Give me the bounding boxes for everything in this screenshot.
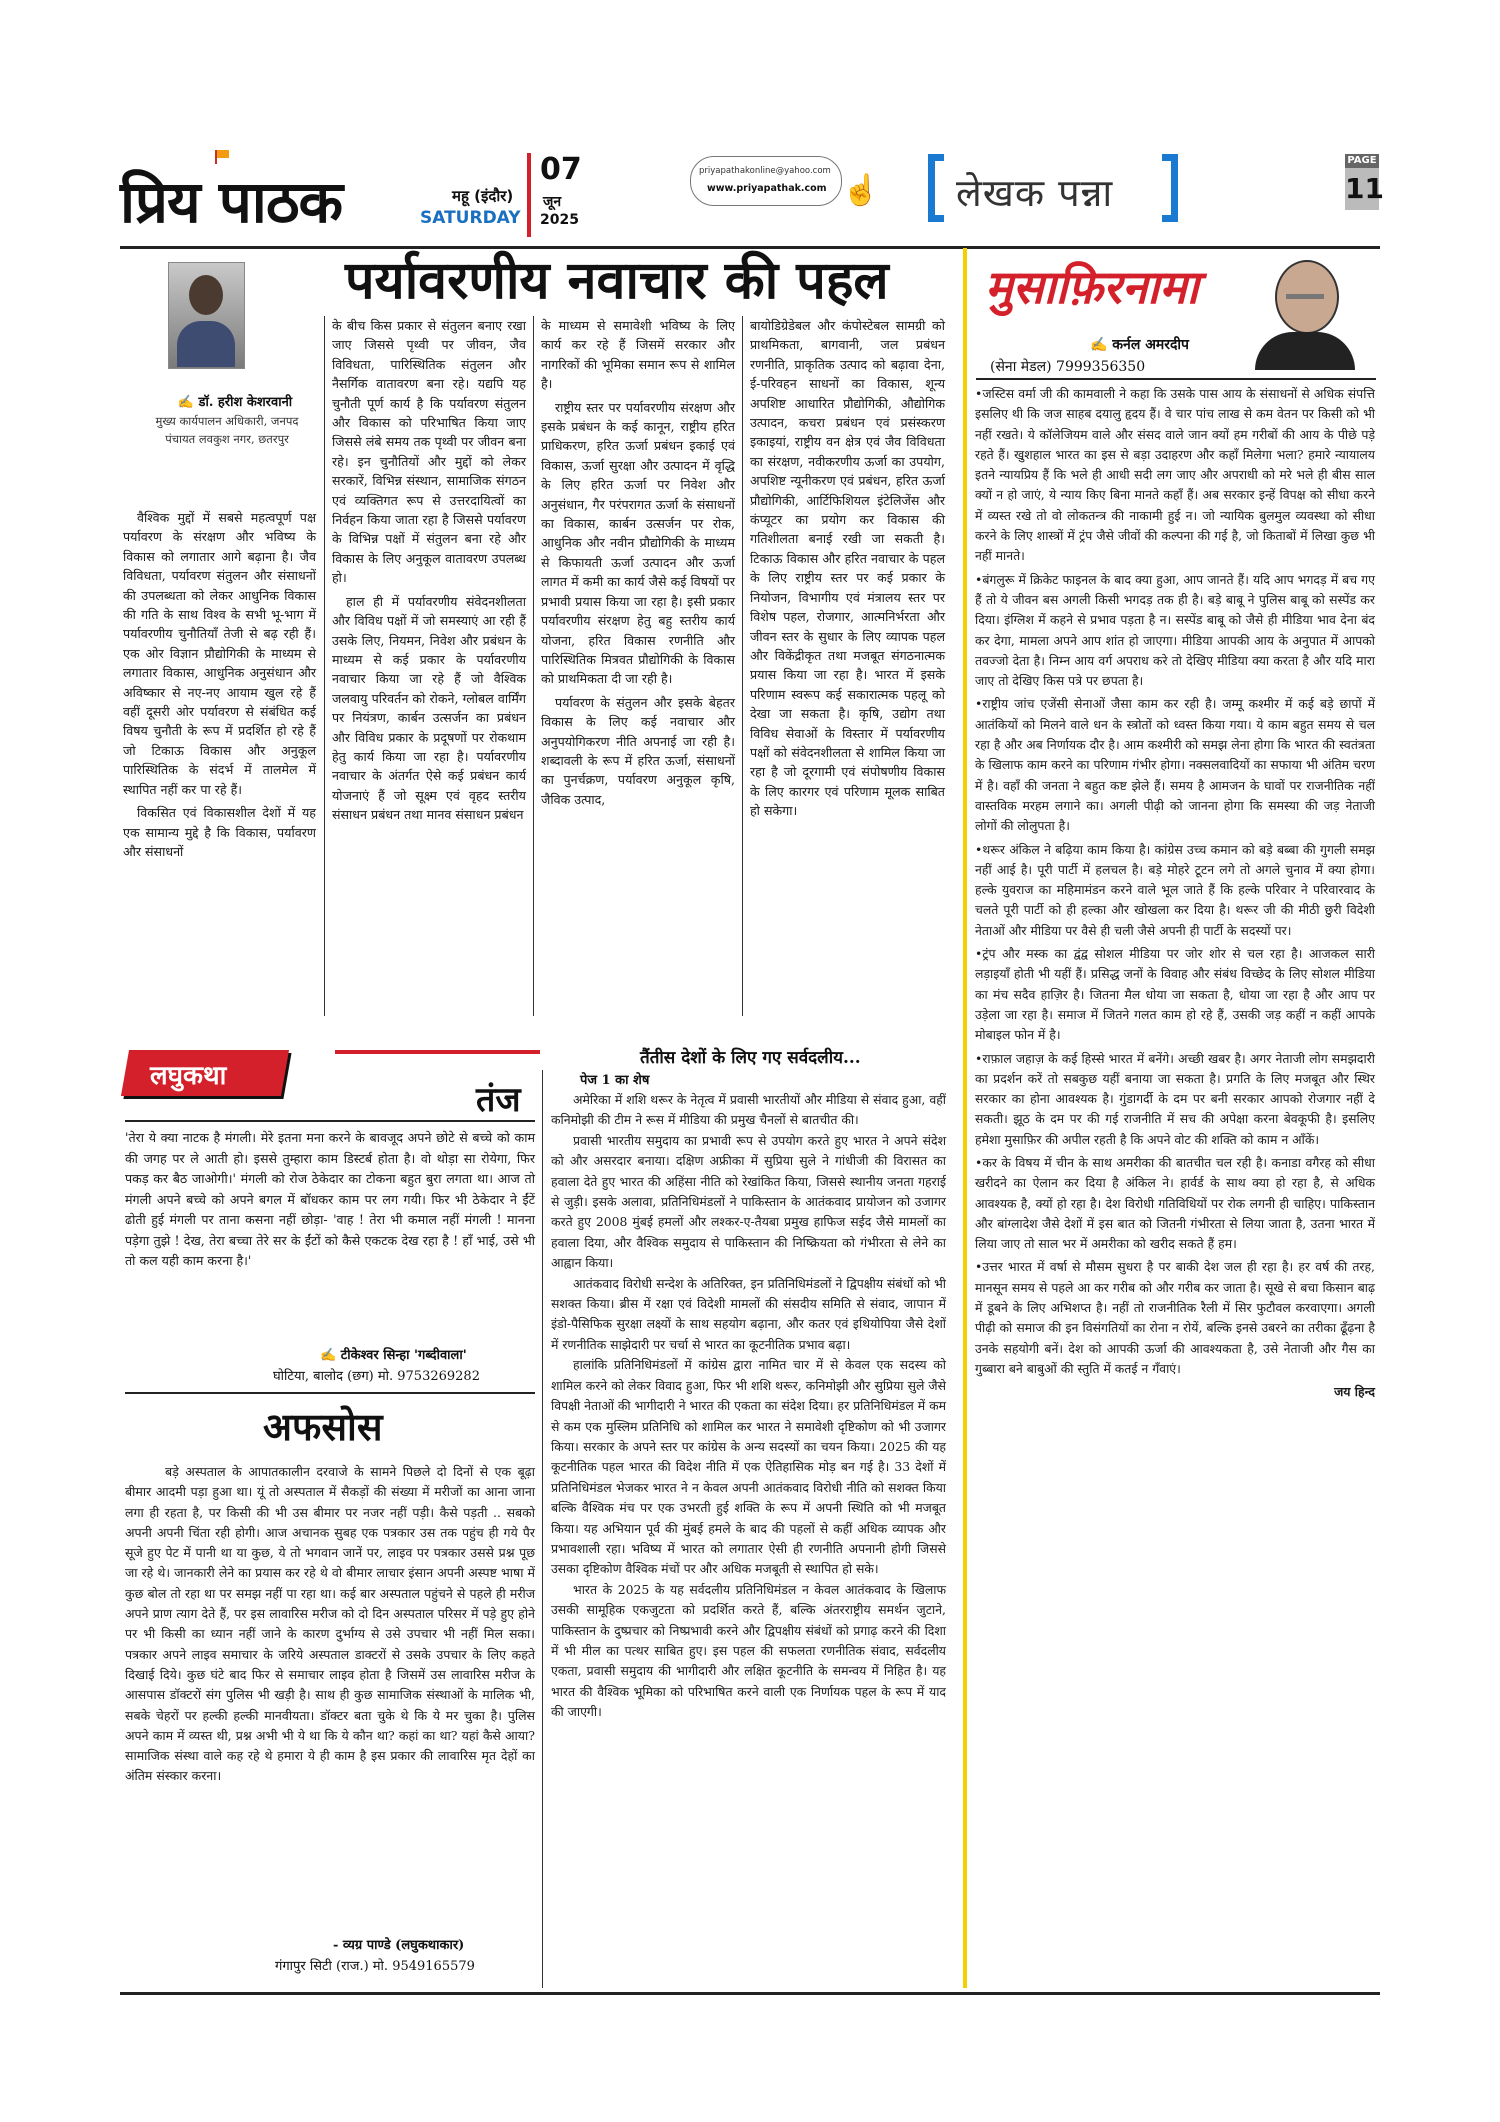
- lead-col-3: [541, 316, 735, 809]
- paragraph: प्रवासी भारतीय समुदाय का प्रभावी रूप से उपयोग करते हुए भारत ने अपने संदेश को और असरदार बनाया। दक्षिण अफ्रीका में सुप्रिया सुले ने गांधीजी की विरासत का हवाला देते हुए भारत की अहिंसा नीति को रेखांकित किया, जिससे स्थानीय जनता गहराई से जुड़ी। इसके अलावा, प्रतिनिधिमंडलों ने पाकिस्तान के आतंकवाद प्रायोजन को उजागर करते हुए 2008 मुंबई हमलों और लश्कर-ए-तैयबा प्रमुख हाफिज सईद जैसे मामलों का हवाला दिया, और वैश्विक समुदाय से पाकिस्तान की निष्क्रियता को गंभीरता से लेने का आह्वान किया।: [551, 1132, 946, 1271]
- list-item: • थरूर अंकिल ने बढ़िया काम किया है। कांग्रेस उच्च कमान को बड़े बब्बा की गुगली समझ नहीं आई है। पूरी पार्टी में हलचल है। बड़े मोहरे टूटन लगे तो अगले चुनाव में क्या होगा। हल्के युवराज का महिमामंडन करने वाले भूल जाते हैं कि हल्के परिवार ने परिवारवाद के चलते पूरी पार्टी को ही हल्का और खोखला कर दिया है। थरूर जी की मीठी छुरी विदेशी नेताओं और मीडिया पर वैसे ही चली जैसे अपनी ही पार्टी के सदस्यों पर।: [975, 840, 1375, 941]
- signoff: जय हिन्द: [1334, 1384, 1375, 1400]
- page-number: 11: [1345, 168, 1379, 210]
- newspaper-logo: प्रिय पाठक: [120, 168, 343, 236]
- paragraph: अमेरिका में शशि थरूर के नेतृत्व में प्रवासी भारतीयों और मीडिया से संवाद हुआ, वहीं कनिमोझी की टीम ने रूस में मीडिया की प्रमुख चैनलों से बातचीत की।: [551, 1092, 946, 1128]
- paragraph: हालांकि प्रतिनिधिमंडलों में कांग्रेस द्वारा नामित चार में से केवल एक सदस्य को शामिल करने को लेकर विवाद हुआ, फिर भी शशि थरूर, कनिमोझी और सुप्रिया सुले जैसे विपक्षी नेताओं की भागीदारी ने भारत की एकता का संदेश दिया। हर प्रतिनिधिमंडल में कम से कम एक मुस्लिम प्रतिनिधि को शामिल कर भारत ने समावेशी दृष्टिकोण को भी उजागर किया। सरकार के अपने स्तर पर कांग्रेस के अन्य सदस्यों का चयन किया। 2025 की यह कूटनीतिक पहल भारत की विदेश नीति में एक ऐतिहासिक मोड़ बन गई है। 33 देशों में प्रतिनिधिमंडल भेजकर भारत ने न केवल अपनी आतंकवाद विरोधी नीति को सशक्त किया बल्कि वैश्विक मंच पर एक उभरती हुई शक्ति के रूप में अपनी स्थिति को भी मजबूत किया। यह अभियान पूर्व की मुंबई हमले के बाद की पहलों से कहीं अधिक व्यापक और प्रभावशाली रहा। भविष्य में भारत को लगातार ऐसी ही रणनीति अपनानी होगी जिससे उसका दृष्टिकोण वैश्विक मंचों पर और अधिक मजबूती से स्थापित हो सके।: [551, 1357, 947, 1577]
- afsos-author: - व्यग्र पाण्डे (लघुकथाकार): [333, 1938, 465, 1953]
- list-item: • कर के विषय में चीन के साथ अमरीका की बातचीत चल रही है। कनाडा वगैरह को सीधा खरीदने का ऐलान कर दिया है अंकिल ने। हार्वर्ड के साथ क्या हो रहा है, से अधिक आवश्यक है, क्यों हो रहा है। देश विरोधी गतिविधियों पर रोक लगनी ही चाहिए। पाकिस्तान और बांग्लादेश जैसे देशों में इस बात को जितनी गंभीरता से लिया जाता है, उतना भारत में लिया जाए तो साल भर में अमरीका को खरीद सकते हैं हम।: [975, 1153, 1375, 1254]
- paragraph: आतंकवाद विरोधी सन्देश के अतिरिक्त, इन प्रतिनिधिमंडलों ने द्विपक्षीय संबंधों को भी सशक्त किया। ब्रीस में रक्षा एवं विदेशी मामलों की संसदीय समिति से संवाद, जापान में इंडो-पैसिफिक सुरक्षा लक्ष्यों के साथ सहयोग बढ़ाना, और कतर एवं इथियोपिया जैसे देशों में रणनीतिक साझेदारी पर चर्चा से भारत का कूटनीतिक प्रभाव बढ़ा।: [551, 1275, 946, 1352]
- section-rule: [125, 1392, 535, 1394]
- logo-flag-icon: [215, 150, 235, 164]
- pointer-hand-icon: ☝: [842, 173, 880, 208]
- tanj-author: ✍ टीकेश्वर सिन्हा 'गब्दीवाला': [320, 1348, 467, 1363]
- paragraph: भारत के 2025 के यह सर्वदलीय प्रतिनिधिमंडल न केवल आतंकवाद के खिलाफ उसकी सामूहिक एकजुटता को प्रदर्शित करते हैं, बल्कि अंतरराष्ट्रीय समर्थन जुटाने, पाकिस्तान के दुष्प्रचार को निष्प्रभावी करने और द्विपक्षीय संबंधों को प्रगाढ़ करने की दिशा में भी मील का पत्थर साबित हुए। इस पहल की सफलता रणनीतिक संवाद, सर्वदलीय एकता, प्रवासी समुदाय की भागीदारी और लक्षित कूटनीति के समन्वय में निहित है। यह भारत की वैश्विक भूमिका को परिभाषित करने वाली एक निर्णायक पहल के रूप में याद की जाएगी।: [551, 1581, 946, 1720]
- column-rule: [324, 316, 325, 1016]
- paragraph: के माध्यम से समावेशी भविष्य के लिए कार्य कर रहे हैं जिसमें सरकार और नागरिकों की भूमिका समान रूप से शामिल है।: [541, 318, 735, 392]
- page-label: PAGE: [1345, 154, 1379, 168]
- lead-headline: पर्यावरणीय नवाचार की पहल: [345, 250, 889, 311]
- date-day: 07: [540, 152, 582, 187]
- date-divider: [527, 153, 531, 237]
- column-rule: [533, 316, 534, 1016]
- paragraph: वैश्विक मुद्दों में सबसे महत्वपूर्ण पक्ष पर्यावरण के संरक्षण और भविष्य के विकास को लगातार आगे बढ़ाना है। जैव विविधता, पर्यावरण संतुलन और संसाधनों की उपलब्धता को लेकर आधुनिक विकास की गति के साथ विश्व के सभी भू-भाग में पर्यावरणीय चुनौतियाँ तेजी से बढ़ रही हैं। एक ओर विज्ञान प्रौद्योगिकी के माध्यम से लगातार विकास, आधुनिक अनुसंधान और अविष्कार से नए-नए आयाम खुल रहे हैं वहीं दूसरी ओर पर्यावरण से संबंधित कई विषय चुनौती के रूप में प्रदर्शित हो रहे हैं जो टिकाऊ विकास और अनुकूल पारिस्थितिक के संदर्भ में तालमेल में स्थापित नहीं कर पा रहे हैं।: [123, 510, 316, 797]
- paragraph: बायोडिग्रेडेबल और कंपोस्टेबल सामग्री को प्राथमिकता, बागवानी, जल प्रबंधन रणनीति, प्राकृतिक उत्पाद को बढ़ावा देना, ई-परिवहन साधनों का विकास, शून्य अपशिष्ट आधारित प्रौद्योगिकी, औद्योगिक उत्पादन, कचरा प्रबंधन एवं प्रसंस्करण इकाइयां, राष्ट्रीय वन क्षेत्र एवं जैव विविधता का संरक्षण, नवीकरणीय ऊर्जा का उपयोग, अपशिष्ट न्यूनीकरण एवं प्रबंधन, हरित ऊर्जा प्रौद्योगिकी, आर्टिफिशियल इंटेलिजेंस और कंप्यूटर का प्रयोग कर विकास की गतिशीलता बनाई रखी जा सकती है। टिकाऊ विकास और हरित नवाचार के पहल के लिए राष्ट्रीय स्तर पर कई प्रकार के नियोजन, विभागीय एवं मंत्रालय स्तर पर विशेष पहल, रोजगार, आत्मनिर्भरता और जीवन स्तर के सुधार के लिए व्यापक पहल और विकेंद्रीकृत तथा मजबूत संगठनात्मक प्रयास किया जा रहा है। भारत में इसके परिणाम स्वरूप कई सकारात्मक पहलू को देखा जा सकता है। कृषि, उद्योग तथा विविध सेवाओं के विस्तार में पर्यावरणीय पक्षों को संवेदनशीलता से शामिल किया जा रहा है जो दूरगामी एवं संपोषणीय विकास के लिए कारगर एवं परिणाम मूलक साबित हो सकेगा।: [750, 318, 945, 819]
- lead-col-2: [332, 316, 526, 825]
- red-divider: [335, 1050, 540, 1054]
- date-year: 2025: [540, 212, 579, 228]
- list-item: • उत्तर भारत में वर्षा से मौसम सुधरा है पर बाकी देश जल ही रहा है। हर वर्ष की तरह, मानसून समय से पहले आ कर गरीब को और गरीब कर जाता है। सूखे से बचा किसान बाढ़ में डूबने के लिए अभिशप्त है। नहीं तो राजनीतिक रैली में सिर फुटौवल करवाएगा। अगली पीढ़ी को समाज की इन विसंगतियों का रोना न रोयें, बल्कि इनसे उबरने का तरीका ढूँढ़ना है उनके सहयोगी बनें। देश को आपकी ऊर्जा की आवश्यकता है, उसे नेताजी और गैस का गुब्बारा बने बाबुओं की स्तुति में कतई न गँवाएं।: [975, 1257, 1375, 1379]
- continued-headline: तैंतीस देशों के लिए गए सर्वदलीय...: [640, 1048, 861, 1068]
- list-item: • राष्ट्रीय जांच एजेंसी सेनाओं जैसा काम कर रही है। जम्मू कश्मीर में कई बड़े छापों में आतंकियों को मिलने वाले धन के स्त्रोतों को ध्वस्त किया गया। ये काम बहुत समय से चल रहा है और अब निर्णायक दौर है। आम कश्मीरी को समझ लेना होगा कि भारत की स्वतंत्रता के खिलाफ काम करने का परिणाम गंभीर होगा। नक्सलवादियों का सफाया भी अंतिम चरण में है। वहाँ की जनता ने बहुत कष्ट झेले हैं। समय है आमजन के घावों पर राजनीतिक नहीं वास्तविक मरहम लगाने का। अगली पीढ़ी को जानना होगा कि समस्या की जड़ नेताजी लोगों की लोलुपता है।: [975, 694, 1375, 836]
- musafir-author-sub: (सेना मेडल) 7999356350: [990, 359, 1146, 375]
- tanj-rule: [125, 1120, 535, 1122]
- masthead: [120, 148, 1384, 248]
- edition-city: महू (इंदौर): [452, 187, 514, 205]
- date-month: जून: [543, 194, 562, 210]
- contact-box: [690, 156, 842, 206]
- continued-body: [551, 1090, 946, 1723]
- paragraph: पर्यावरण के संतुलन और इसके बेहतर विकास के लिए कई नवाचार और अनुपयोगिकरण नीति अपनाई जा रही है। शब्दावली के रूप में हरित ऊर्जा, संसाधनों का पुनर्चक्रण, पर्यावरण अनुकूल कृषि, जैविक उत्पाद,: [541, 694, 735, 807]
- laghukatha-label: लघुकथा: [150, 1061, 227, 1091]
- contact-website[interactable]: www.priyapathak.com: [707, 183, 827, 194]
- tanj-address: घोटिया, बालोद (छग) मो. 9753269282: [273, 1369, 480, 1384]
- section-title: लेखक पन्ना: [956, 171, 1114, 215]
- paragraph: राष्ट्रीय स्तर पर पर्यावरणीय संरक्षण और इसके प्रबंधन के कई कानून, राष्ट्रीय हरित प्राधिकरण, हरित ऊर्जा प्रबंधन इकाई एवं विकास, ऊर्जा सुरक्षा और उत्पादन में वृद्धि के लिए हरित ऊर्जा पर निवेश और अनुसंधान, गैर परंपरागत ऊर्जा के संसाधनों का विकास, कार्बन उत्सर्जन पर रोक, आधुनिक और नवीन प्रौद्योगिकी के माध्यम से किफायती ऊर्जा उत्पादन और ऊर्जा लागत में कमी का कार्य जैसे कई विषयों पर प्रभावी प्रयास किया जा रहा है। इसी प्रकार पर्यावरणीय संरक्षण हेतु बहु स्तरीय कार्य योजना, हरित विकास रणनीति और पारिस्थितिक मित्रवत प्रौद्योगिकी के विकास को प्राथमिकता दी जा रही है।: [541, 399, 735, 687]
- yellow-divider: [963, 248, 967, 1988]
- section-banner: [928, 154, 1178, 224]
- afsos-address: गंगापुर सिटी (राज.) मो. 9549165579: [275, 1959, 475, 1974]
- page-badge: [1345, 154, 1384, 210]
- list-item: • ट्रंप और मस्क का द्वंद्व सोशल मीडिया पर जोर शोर से चल रहा है। आजकल सारी लड़ाइयाँ होती भी यहीं हैं। प्रसिद्ध जनों के विवाह और संबंध विच्छेद के लिए सोशल मीडिया का मंच सदैव हाज़िर है। जितना मैल धोया जा सकता है, धोया जा रहा है और आप पर उड़ेला जा रहा है। समाज में जितने गलत काम हो रहे हैं, उसकी जड़ कहीं न कहीं आपके मोबाइल फोन में है।: [975, 944, 1375, 1045]
- musafirnama-title: मुसाफ़िरनामा: [985, 260, 1199, 314]
- continued-jump: पेज 1 का शेष: [580, 1073, 650, 1088]
- column-rule: [542, 1070, 543, 1988]
- contact-email[interactable]: priyapathakonline@yahoo.com: [699, 166, 831, 176]
- columnist-photo: [1250, 250, 1360, 370]
- afsos-title: अफसोस: [263, 1404, 383, 1449]
- author-name: ✍ डॉ. हरीश केशरवानी: [177, 395, 293, 410]
- afsos-body: बड़े अस्पताल के आपातकालीन दरवाजे के सामने पिछले दो दिनों से एक बूढ़ा बीमार आदमी पड़ा हुआ था। यूं तो अस्पताल में सैकड़ों की संख्या में मरीजों का आना जाना लगा ही रहता है, पर किसी की भी उस बीमार पर नजर नहीं पड़ी। कैसे पड़ती .. सबको अपनी अपनी चिंता रही होगी। आज अचानक सुबह एक पत्रकार उस तक पहुंच ही गये पैर सूजे हुए पेट में पानी था या कुछ, ये तो भगवान जानें पर, लाइव पर पत्रकार उससे प्रश्न पूछ जा रहे थे। जानकारी लेने का प्रयास कर रहे थे वो बीमार लाचार इंसान अपनी अस्पष्ट भाषा में कुछ बोल तो रहा था पर समझ नहीं पा रहा था। कई बार अस्पताल पहुंचने से पहले ही मरीज अपने प्राण त्याग देते हैं, पर इस लावारिस मरीज को दो दिन अस्पताल परिसर में पड़े हुए होने पर भी किसी का ध्यान नहीं जाने के कारण दुर्भाग्य से उसे उपचार भी नहीं मिल सका। पत्रकार अपने लाइव समाचार के जरिये अस्पताल डाक्टरों से उसके उपचार के लिए कहते दिखाई दिये। कुछ घंटे बाद फिर से समाचार लाइव होता है जिसमें उस लावारिस मरीज के आसपास डॉक्टरों संग पुलिस भी खड़ी है। साथ ही कुछ सामाजिक संस्थाओं के मालिक भी, सबके चेहरों पर हल्की हल्की मानवीयता। डॉक्टर बता चुके थे कि ये मर चुका है। पुलिस अपने काम में व्यस्त थी, प्रश्न अभी भी ये था कि ये कौन था? कहां का था? यहां कैसे आया? सामाजिक संस्था वाले कह रहे थे हमारा ये ही काम है इस प्रकार की लावारिस मृत देहों का अंतिम संस्कार करना।: [125, 1464, 535, 1784]
- list-item: • राफ़ाल जहाज़ के कई हिस्से भारत में बनेंगे। अच्छी खबर है। अगर नेताजी लोग समझदारी का प्रदर्शन करें तो सबकुछ यहीं बनाया जा सकता है। प्रगति के लिए मजबूत और स्थिर सरकार का होना आवश्यक है। गुंडागर्दी के दम पर बनी सरकार आपको रोजगार नहीं दे सकती। झूठ के दम पर की गई राजनीति में सच की अपेक्षा करना बेवकूफी है। इसलिए हमेशा मुसाफ़िर की अपील रहती है कि अपने वोट की शक्ति को काम न आँकें।: [975, 1049, 1375, 1150]
- author-photo: [168, 262, 245, 369]
- column-rule: [742, 316, 743, 1016]
- lead-col-4: [750, 316, 945, 821]
- musafir-author: ✍ कर्नल अमरदीप: [1090, 337, 1189, 353]
- musafir-rule: [976, 378, 1376, 380]
- musafir-list: [975, 384, 1375, 1403]
- list-item: • बंगलुरू में क्रिकेट फाइनल के बाद क्या हुआ, आप जानते हैं। यदि आप भगदड़ में बच गए हैं तो ये जीवन बस अगली किसी भगदड़ तक ही है। बड़े बाबू ने पुलिस बाबू को सस्पेंड कर दिया। इंग्लिश में कहने से प्रभाव पड़ता है न। सस्पेंड बाबू को जैसे ही मीडिया भाव देना बंद कर देगा, मामला अपने आप शांत हो जाएगा। मीडिया आपकी आय के अनुपात में आपको तवज्जो देता है। निम्न आय वर्ग अपराध करे तो देखिए मीडिया क्या करता है और यदि मारा जाए तो देखिए किस पत्रे पर छपता है।: [975, 570, 1375, 692]
- footer-rule: [120, 1992, 1380, 1995]
- tanj-title: तंज: [476, 1080, 521, 1120]
- lead-col-1: [123, 508, 316, 861]
- paragraph: विकसित एवं विकासशील देशों में यह एक सामान्य मुद्दे है कि विकास, पर्यावरण और संसाधनों: [123, 805, 316, 859]
- paragraph: हाल ही में पर्यावरणीय संवेदनशीलता और विविध पक्षों में जो समस्याएं आ रही हैं उसके लिए, नियमन, निवेश और प्रबंधन के माध्यम से कई प्रकार के पर्यावरणीय नवाचार किया जा रहे हैं जो वैश्विक जलवायु परिवर्तन को रोकने, ग्लोबल वार्मिंग पर नियंत्रण, कार्बन उत्सर्जन का प्रबंधन और विविध प्रकार के प्रदूषणों पर रोकथाम हेतु कार्य किया जा रहा है। पर्यावरणीय नवाचार के अंतर्गत ऐसे कई प्रबंधन कार्य योजनाएं हैं जो सूक्ष्म एवं वृहद स्तरीय संसाधन प्रबंधन तथा मानव संसाधन प्रबंधन: [332, 593, 526, 823]
- paragraph: के बीच किस प्रकार से संतुलन बनाए रखा जाए जिससे पृथ्वी पर जीवन, जैव विविधता, पारिस्थितिक संतुलन और नैसर्गिक वातावरण बना रहे। यद्यपि यह चुनौती पूर्ण कार्य है कि पर्यावरण संतुलन और विकास को परिभाषित किया जाए जिससे लंबे समय तक पृथ्वी पर जीवन बना रहे। इन चुनौतियों और मुद्दों को लेकर सरकारें, विभिन्न संस्थान, सामाजिक संगठन एवं व्यक्तिगत रूप से उत्तरदायित्वों का निर्वहन किया जाता रहा है जिससे पर्यावरण के विभिन्न पक्षों में संतुलन बना रहे और विकास के लिए अनुकूल वातावरण उपलब्ध हो।: [332, 318, 526, 586]
- author-role: मुख्य कार्यपालन अधिकारी, जनपद पंचायत लवकुश नगर, छतरपुर: [155, 414, 299, 446]
- edition-day: SATURDAY: [420, 208, 521, 228]
- tanj-body: 'तेरा ये क्या नाटक है मंगली। मेरे इतना मना करने के बावजूद अपने छोटे से बच्चे को काम की जगह पर ले आती हो। इससे तुम्हारा काम डिस्टर्ब होता है। वो थोड़ा सा रोयेगा, फिर पकड़ कर बैठ जाओगी।' मंगली को रोज ठेकेदार का टोकना बहुत बुरा लगता था। आज तो मंगली अपने बच्चे को अपने बगल में बॉधकर काम पर लग गयी। फिर भी ठेकेदार ने ईंटें ढोती हुई मंगली पर ताना कसना नहीं छोड़ा- 'वाह ! तेरा भी कमाल नहीं मंगली ! मानना पड़ेगा तुझे ! देख, तेरा बच्चा तेरे सर के ईंटों को कैसे एकटक देख रहा है ! हाँ भाई, उसे भी तो कल यही काम करना है।': [125, 1130, 535, 1268]
- list-item: • जस्टिस वर्मा जी की कामवाली ने कहा कि उसके पास आय के संसाधनों से अधिक संपत्ति इसलिए थी कि जज साहब दयालु हृदय हैं। वे चार पांच लाख से कम वेतन पर किसी को भी नहीं रखते। ये कॉलेजियम वाले और संसद वाले जान क्यों हम गरीबों की आय के पीछे पड़े रहते हैं। खुशहाल भारत का इस से बड़ा उदाहरण और कहाँ मिलेगा भला? हमारे न्यायालय इतने न्यायप्रिय हैं कि भले ही आधी सदी लग जाए और अपराधी को मरे भले ही बीस साल क्यों न हो जाएं, ये न्याय किए बिना मानते कहाँ हैं। अब सरकार इन्हें विपक्ष को सीधा करने में व्यस्त रखे तो वो लोकतन्त्र की नाकामी हुई न। जो न्यायिक बुलमुल व्यवस्था को सीधा करने के लिए शास्त्रों में ट्रंप जैसे जीवों की कल्पना की गई है, जो किताबों में लिखा कुछ भी नहीं मानते।: [975, 384, 1375, 567]
